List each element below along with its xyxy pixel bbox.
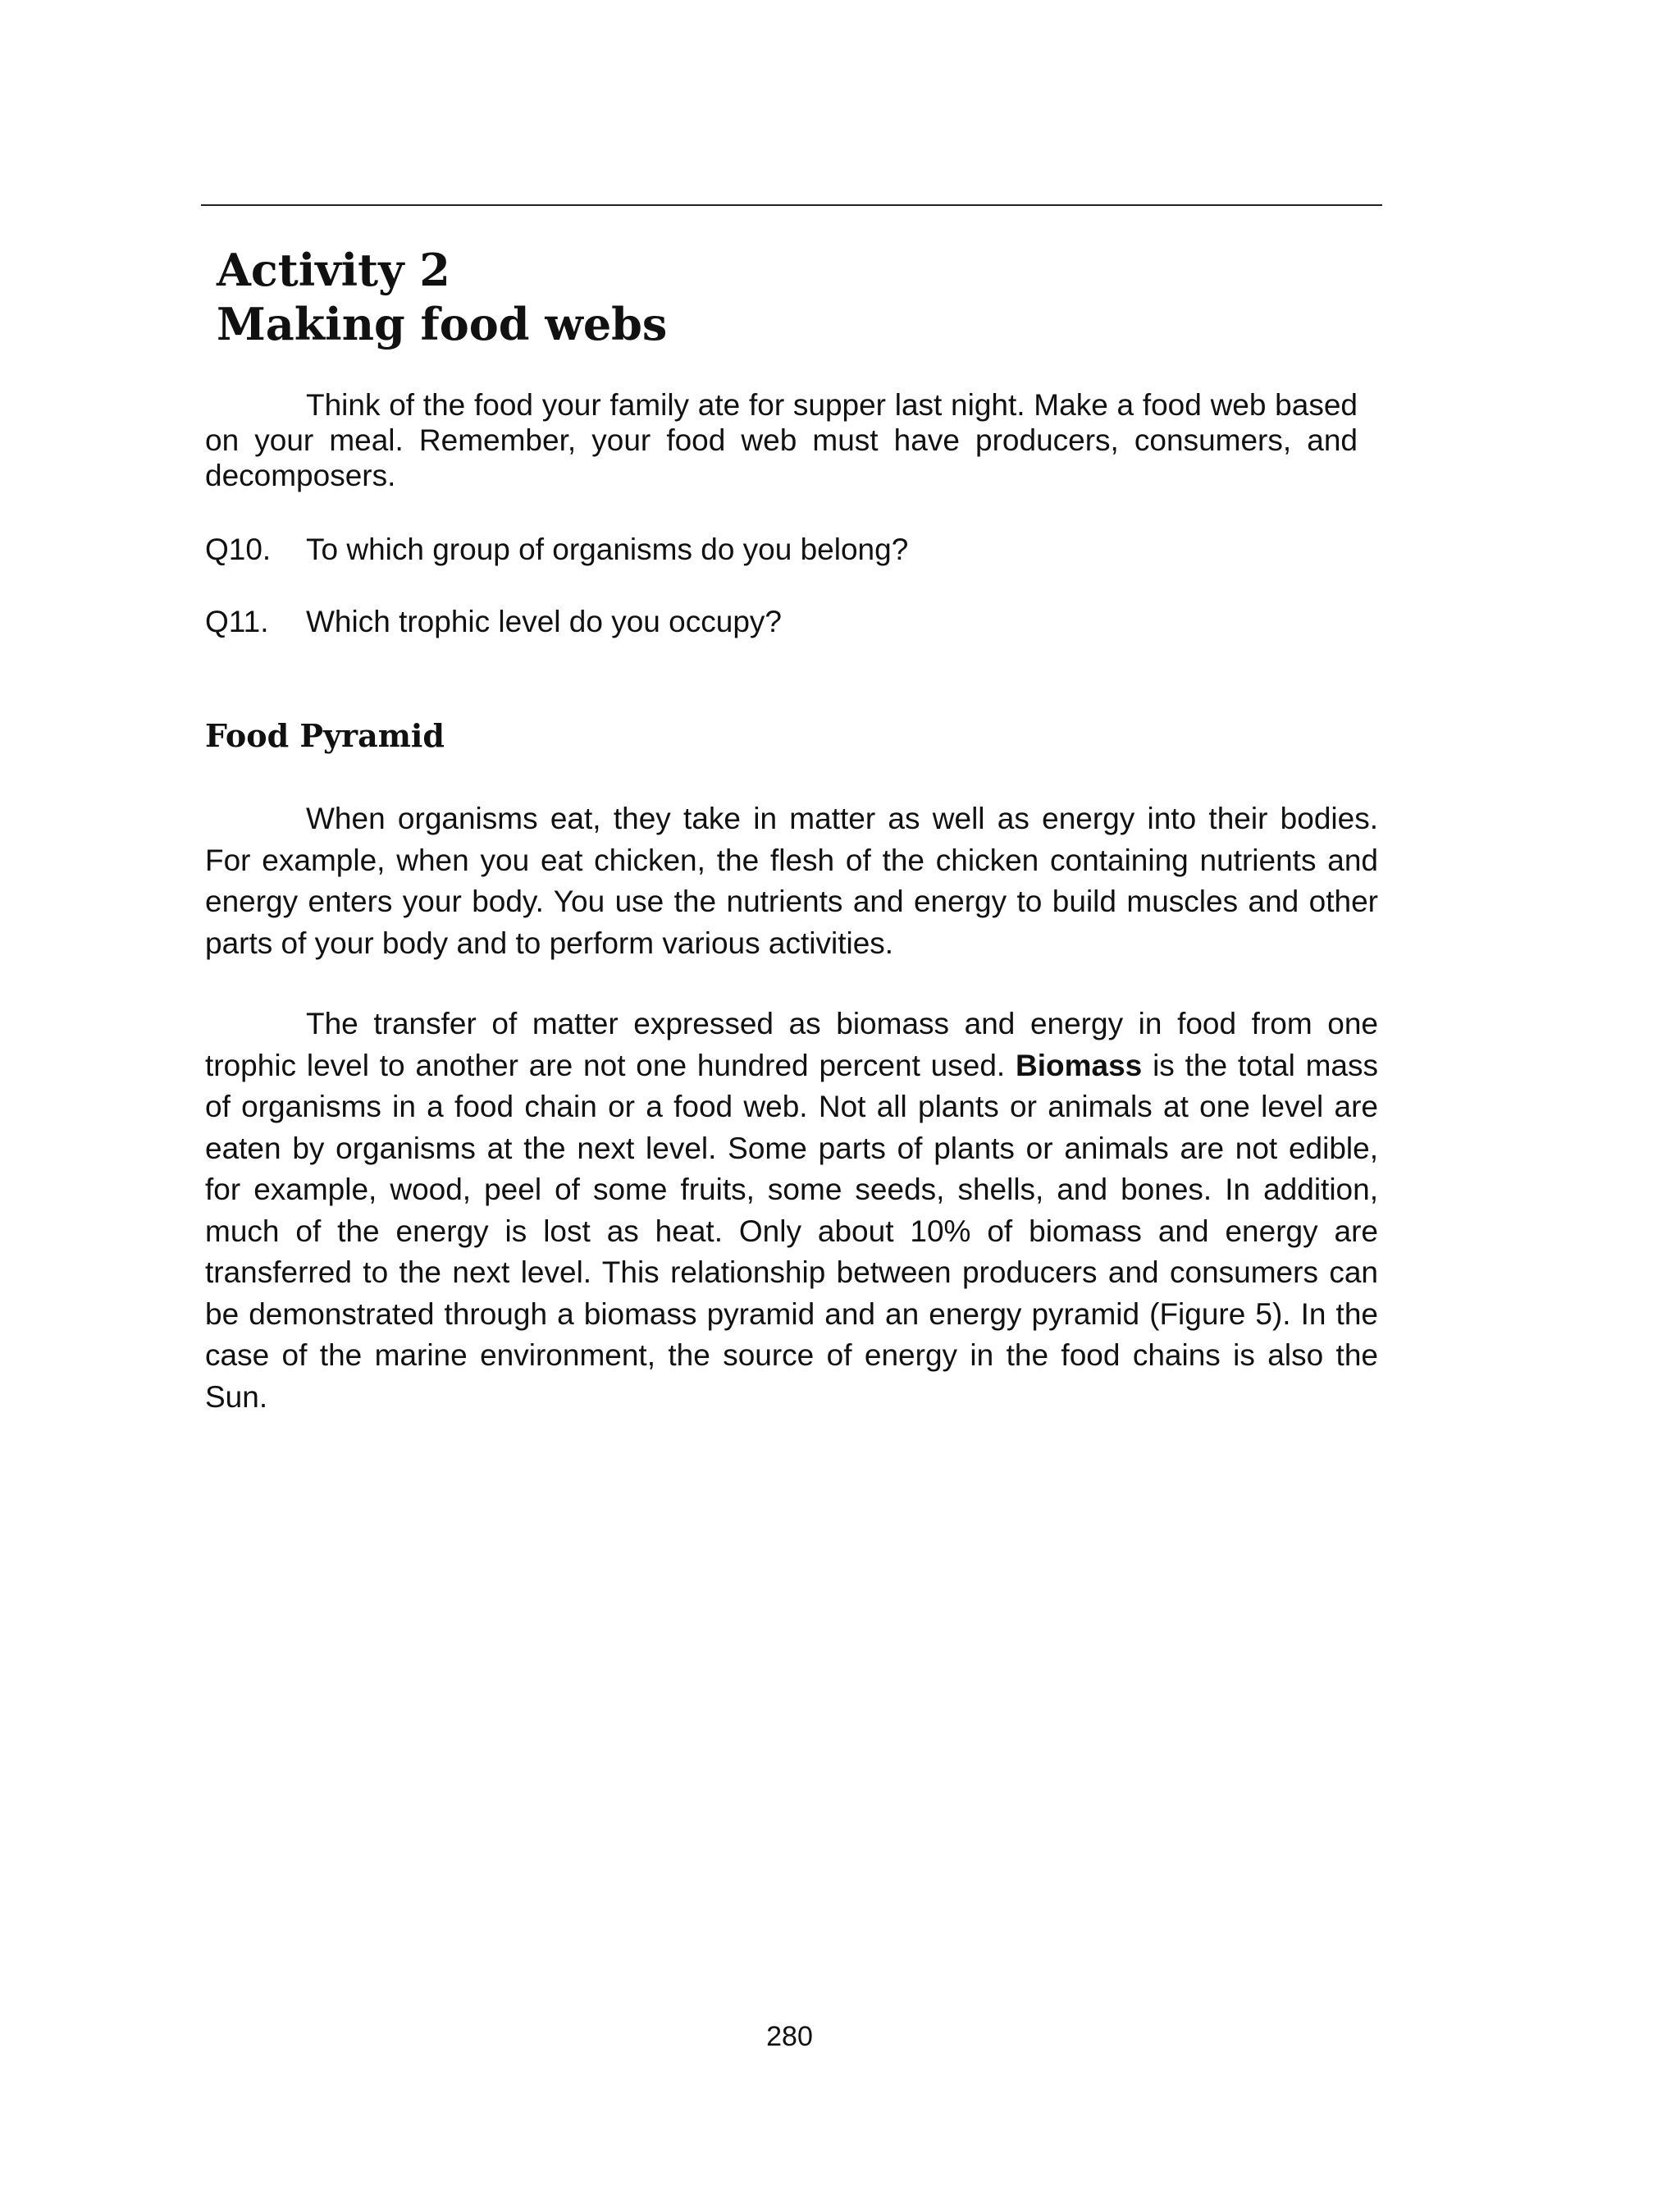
intro-paragraph: Think of the food your family ate for supper last night. Make a food web based on your meal. Remember, your food web must have producers, consumers, and decomposers.: [205, 388, 1358, 492]
question-text: Which trophic level do you occupy?: [306, 605, 782, 638]
header-rule: [201, 204, 1382, 206]
body-paragraph-2: [205, 1004, 1378, 1418]
question-number: Q10.: [205, 533, 272, 566]
biomass-term: Biomass: [1016, 1048, 1143, 1082]
section-heading: Food Pyramid: [205, 717, 445, 754]
question-text: To which group of organisms do you belong?: [306, 533, 909, 566]
activity-label: Activity 2: [217, 244, 450, 296]
question-number: Q11.: [205, 605, 269, 638]
page-number: 280: [766, 2021, 813, 2052]
activity-title: [217, 243, 667, 351]
question-q11: [205, 604, 782, 639]
body-paragraph-1: When organisms eat, they take in matter as well as energy into their bodies. For example, when you eat chicken, the flesh of the chicken containing nutrients and energy enters your body. You use the nutrients and energy to build muscles and other parts of your body and to perform various activities.: [205, 802, 1378, 960]
question-q10: [205, 532, 908, 567]
activity-name: Making food webs: [217, 298, 668, 350]
paragraph-text: The transfer of matter expressed as biomass and energy in food from one trophic level to another are not one hundred percent used.: [205, 1007, 1378, 1082]
paragraph-text: is the total mass of organisms in a food chain or a food web. Not all plants or animals at one level are eaten by organisms at the next level. Some parts of plants or animals are not edible, for example, wood, peel of some fruits, some seeds, shells, and bones. In addition, much of the energy is lost as heat. Only about 10% of biomass and energy are transferred to the next level. This relationship between producers and consumers can be demonstrated through a biomass pyramid and an energy pyramid (Figure 5). In the case of the marine environment, the source of energy in the food chains is also the Sun.: [205, 1048, 1379, 1414]
